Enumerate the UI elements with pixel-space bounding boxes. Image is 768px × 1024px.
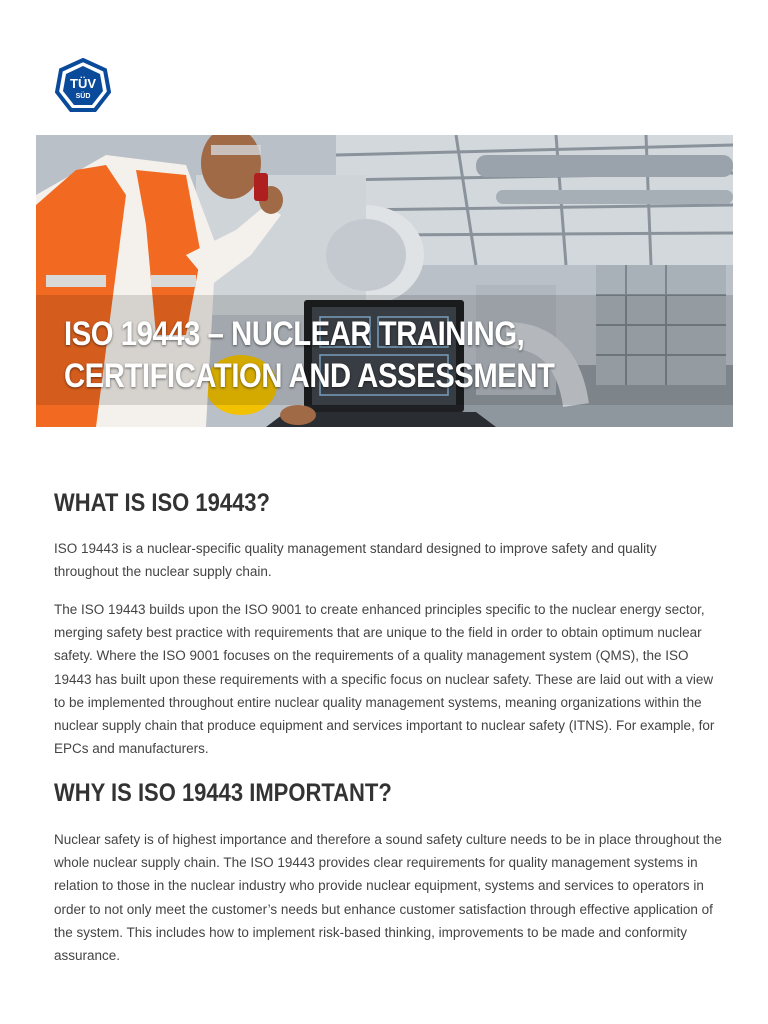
section-heading-why: WHY IS ISO 19443 IMPORTANT? <box>54 779 392 807</box>
section-what-paragraph-1: ISO 19443 is a nuclear-specific quality management standard designed to improve safety and quality throughout the nuclear supply chain. <box>54 541 657 580</box>
logo-text-bottom: SÜD <box>75 93 91 100</box>
section-why-paragraph-1: Nuclear safety is of highest importance and therefore a sound safety culture needs to be in place throughout the whole nuclear supply chain. The ISO 19443 provides clear requirements for quality management systems in relation to those in the nuclear industry who provide nuclear equipment, systems and services to operators in order to not only meet the customer’s needs but enhance customer satisfaction through effective application of the system. This includes how to implement risk-based thinking, improvements to be made and conformity assurance. <box>54 832 722 964</box>
tuv-sud-logo[interactable] <box>55 58 111 114</box>
hero-title-line1: ISO 19443 – NUCLEAR TRAINING, <box>64 315 525 353</box>
hero-title-line2: CERTIFICATION AND ASSESSMENT <box>64 357 555 395</box>
section-heading-what: WHAT IS ISO 19443? <box>54 489 270 517</box>
tuv-sud-logo-icon <box>55 58 111 114</box>
section-what-paragraph-2: The ISO 19443 builds upon the ISO 9001 to create enhanced principles specific to the nuclear energy sector, merging safety best practice with requirements that are unique to the field in order to obtain optimum nuclear safety. Where the ISO 9001 focuses on the requirements of a quality management system (QMS), the ISO 19443 has built upon these requirements with a specific focus on nuclear safety. These are laid out with a view to be implemented throughout entire nuclear quality management systems, meaning organizations within the nuclear supply chain that produce equipment and services important to nuclear safety (ITNS). For example, for EPCs and manufacturers. <box>54 602 715 757</box>
logo-text-top: TÜV <box>70 76 96 91</box>
page-title <box>64 313 700 397</box>
hero-banner <box>36 135 733 427</box>
